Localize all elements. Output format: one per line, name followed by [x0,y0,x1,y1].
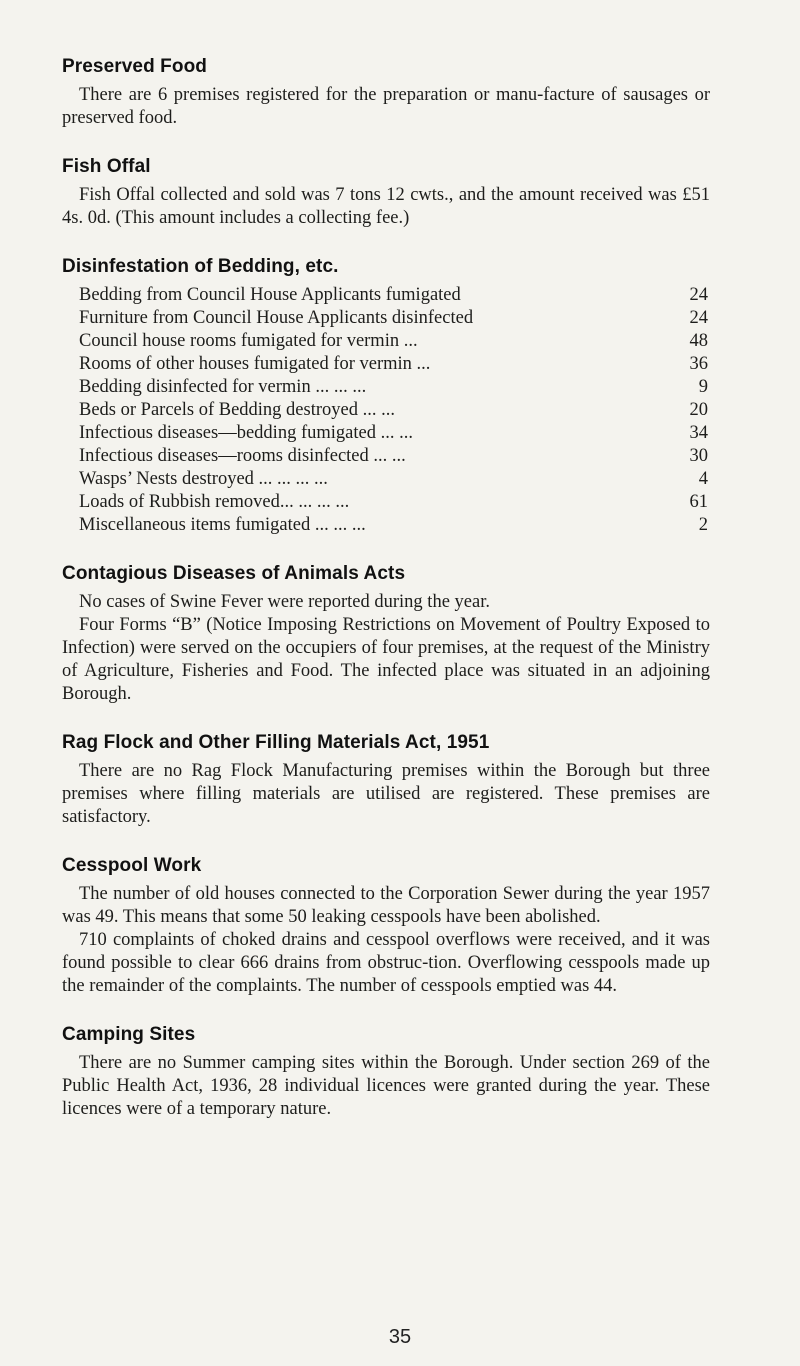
paragraph-fish-offal: Fish Offal collected and sold was 7 tons 12 cwts., and the amount received was £51 4s. 0d. (This amount includes a collecting fee.) [62,185,710,228]
table-row [79,353,710,376]
row-label: Infectious diseases—rooms disinfected ... ... [79,446,406,466]
heading-preserved-food: Preserved Food [62,56,208,77]
paragraph-cesspool-1: The number of old houses connected to the Corporation Sewer during the year 1957 was 49. This means that some 50 leaking cesspools have been abolished. [62,884,710,927]
table-row [79,491,710,514]
row-label: Wasps’ Nests destroyed ... ... ... ... [79,469,328,489]
paragraph-contagious-1: No cases of Swine Fever were reported during the year. [79,592,490,612]
disinfestation-table [79,284,710,537]
row-label: Beds or Parcels of Bedding destroyed ... ... [79,400,395,420]
heading-cesspool: Cesspool Work [62,855,202,876]
row-value: 4 [698,469,708,489]
paragraph-contagious-2: Four Forms “B” (Notice Imposing Restrictions on Movement of Poultry Exposed to Infection) were served on the occupiers of four premises, at the request of the Ministry of Agriculture, Fisheries and Food. The infected place was situated in an adjoining Borough. [62,615,710,704]
document-page [62,56,710,1147]
row-value: 9 [698,377,708,397]
table-row [79,307,710,330]
heading-camping-sites: Camping Sites [62,1024,196,1045]
table-row [79,445,710,468]
section-camping-sites [62,1024,710,1121]
heading-disinfestation: Disinfestation of Bedding, etc. [62,256,339,277]
row-value: 61 [689,492,708,512]
row-value: 30 [689,446,708,466]
table-row [79,422,710,445]
row-label: Loads of Rubbish removed... ... ... ... [79,492,350,512]
row-value: 34 [689,423,708,443]
section-fish-offal [62,156,710,230]
row-value: 36 [689,354,708,374]
row-label: Bedding disinfected for vermin ... ... ... [79,377,367,397]
section-contagious-diseases [62,563,710,706]
row-value: 24 [689,308,708,328]
table-row [79,330,710,353]
table-row [79,399,710,422]
paragraph-camping-sites: There are no Summer camping sites within the Borough. Under section 269 of the Public Health Act, 1936, 28 individual licences were granted during the year. These licences were of a temporary nature. [62,1053,710,1119]
paragraph-cesspool-2: 710 complaints of choked drains and cesspool overflows were received, and it was found possible to clear 666 drains from obstruc-tion. Overflowing cesspools made up the remainder of the complaints. The number of cesspools emptied was 44. [62,930,710,996]
row-value: 20 [689,400,708,420]
row-label: Miscellaneous items fumigated ... ... ... [79,515,366,535]
table-row [79,284,710,307]
paragraph-rag-flock: There are no Rag Flock Manufacturing premises within the Borough but three premises where filling materials are utilised are registered. These premises are satisfactory. [62,761,710,827]
table-row [79,376,710,399]
row-label: Furniture from Council House Applicants disinfected [79,308,474,328]
row-value: 48 [689,331,708,351]
row-label: Council house rooms fumigated for vermin ... [79,331,418,351]
section-rag-flock [62,732,710,829]
heading-rag-flock: Rag Flock and Other Filling Materials Act, 1951 [62,732,490,753]
row-label: Bedding from Council House Applicants fumigated [79,285,461,305]
row-value: 2 [698,515,708,535]
row-label: Rooms of other houses fumigated for vermin ... [79,354,431,374]
section-disinfestation [62,256,710,537]
page-number: 35 [388,1326,412,1348]
paragraph-preserved-food: There are 6 premises registered for the preparation or manu-facture of sausages or preserved food. [62,85,710,128]
table-row [79,514,710,537]
row-label: Infectious diseases—bedding fumigated ... ... [79,423,413,443]
heading-fish-offal: Fish Offal [62,156,151,177]
section-preserved-food [62,56,710,130]
heading-contagious-diseases: Contagious Diseases of Animals Acts [62,563,406,584]
row-value: 24 [689,285,708,305]
section-cesspool [62,855,710,998]
table-row [79,468,710,491]
